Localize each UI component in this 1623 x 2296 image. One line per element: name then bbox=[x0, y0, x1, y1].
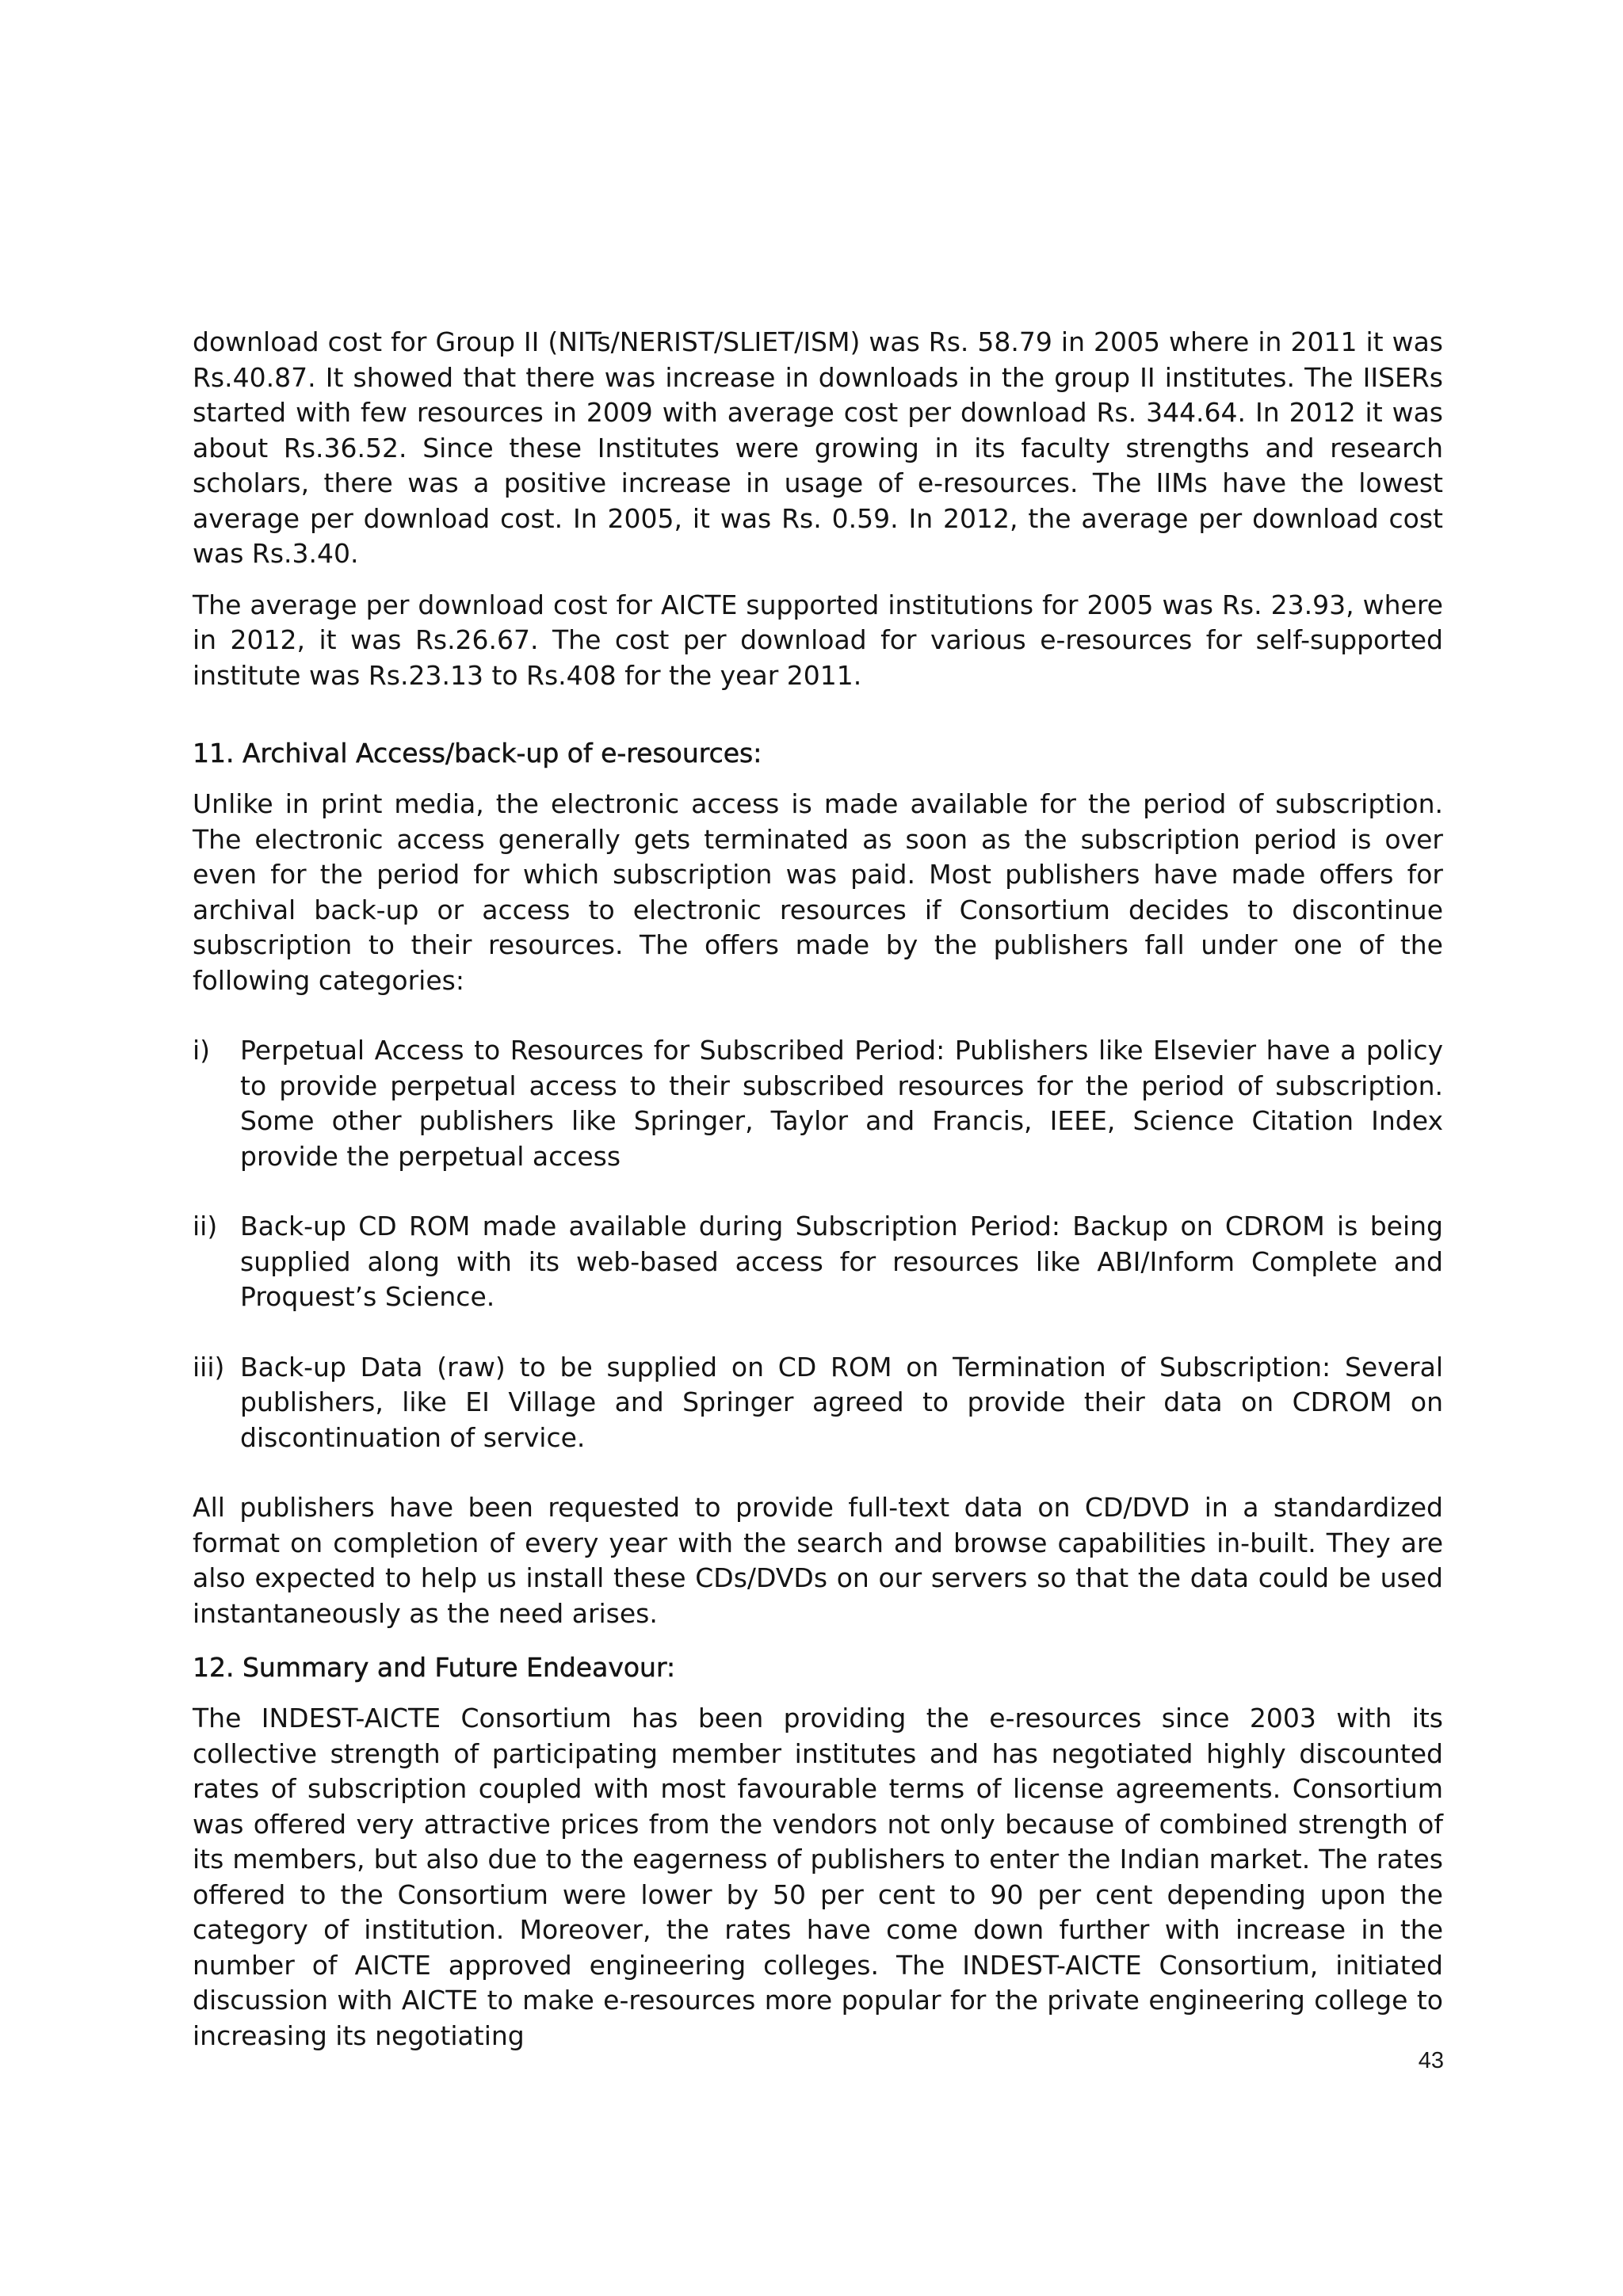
document-page bbox=[193, 325, 1443, 2054]
section-11-heading: 11. Archival Access/back-up of e-resources: bbox=[193, 738, 762, 769]
section-12-heading: 12. Summary and Future Endeavour: bbox=[193, 1652, 676, 1683]
list-item-text: Back-up CD ROM made available during Subscription Period: Backup on CDROM is being supplied along with its web-based access for resources like ABI/Inform Complete and Proquest’s Science. bbox=[240, 1211, 1443, 1312]
page-number: 43 bbox=[1418, 2048, 1444, 2073]
list-item-text: Back-up Data (raw) to be supplied on CD ROM on Termination of Subscription: Several publishers, like EI Village and Springer agreed to provide their data on CDROM on discontinuation of service. bbox=[240, 1351, 1443, 1453]
list-item bbox=[193, 1209, 1443, 1315]
paragraph-download-cost-groups: download cost for Group II (NITs/NERIST/SLIET/ISM) was Rs. 58.79 in 2005 where in 2011 it was Rs.40.87. It showed that there was increase in downloads in the group II institutes. The IISERs started with few resources in 2009 with average cost per download Rs. 344.64. In 2012 it was about Rs.36.52. Since these Institutes were growing in its faculty strengths and research scholars, there was a positive increase in usage of e-resources. The IIMs have the lowest average per download cost. In 2005, it was Rs. 0.59. In 2012, the average per download cost was Rs.3.40. bbox=[193, 326, 1443, 569]
archival-offer-list bbox=[193, 1033, 1443, 1455]
list-item-text: Perpetual Access to Resources for Subscribed Period: Publishers like Elsevier have a policy to provide perpetual access to their subscribed resources for the period of subscription. Some other publishers like Springer, Taylor and Francis, IEEE, Science Citation Index provide the perpetual access bbox=[240, 1035, 1443, 1172]
list-marker: iii) bbox=[193, 1351, 225, 1383]
list-marker: ii) bbox=[193, 1211, 218, 1241]
section-11-intro: Unlike in print media, the electronic access is made available for the period of subscription. The electronic access generally gets terminated as soon as the subscription period is over even for the period for which subscription was paid. Most publishers have made offers for archival back-up or access to electronic resources if Consortium decides to discontinue subscription to their resources. The offers made by the publishers fall under one of the following categories: bbox=[193, 788, 1443, 996]
section-11-closing: All publishers have been requested to provide full-text data on CD/DVD in a standardized format on completion of every year with the search and browse capabilities in-built. They are also expected to help us install these CDs/DVDs on our servers so that the data could be used instantaneously as the need arises. bbox=[193, 1492, 1443, 1629]
section-12-body: The INDEST-AICTE Consortium has been providing the e-resources since 2003 with its collective strength of participating member institutes and has negotiated highly discounted rates of subscription coupled with most favourable terms of license agreements. Consortium was offered very attractive prices from the vendors not only because of combined strength of its members, but also due to the eagerness of publishers to enter the Indian market. The rates offered to the Consortium were lower by 50 per cent to 90 per cent depending upon the category of institution. Moreover, the rates have come down further with increase in the number of AICTE approved engineering colleges. The INDEST-AICTE Consortium, initiated discussion with AICTE to make e-resources more popular for the private engineering college to increasing its negotiating bbox=[193, 1703, 1443, 2051]
list-item bbox=[193, 1350, 1443, 1456]
list-marker: i) bbox=[193, 1035, 211, 1066]
paragraph-aicte-download-cost: The average per download cost for AICTE supported institutions for 2005 was Rs. 23.93, where in 2012, it was Rs.26.67. The cost per download for various e-resources for self-supported institute was Rs.23.13 to Rs.408 for the year 2011. bbox=[193, 589, 1443, 691]
list-item bbox=[193, 1033, 1443, 1174]
